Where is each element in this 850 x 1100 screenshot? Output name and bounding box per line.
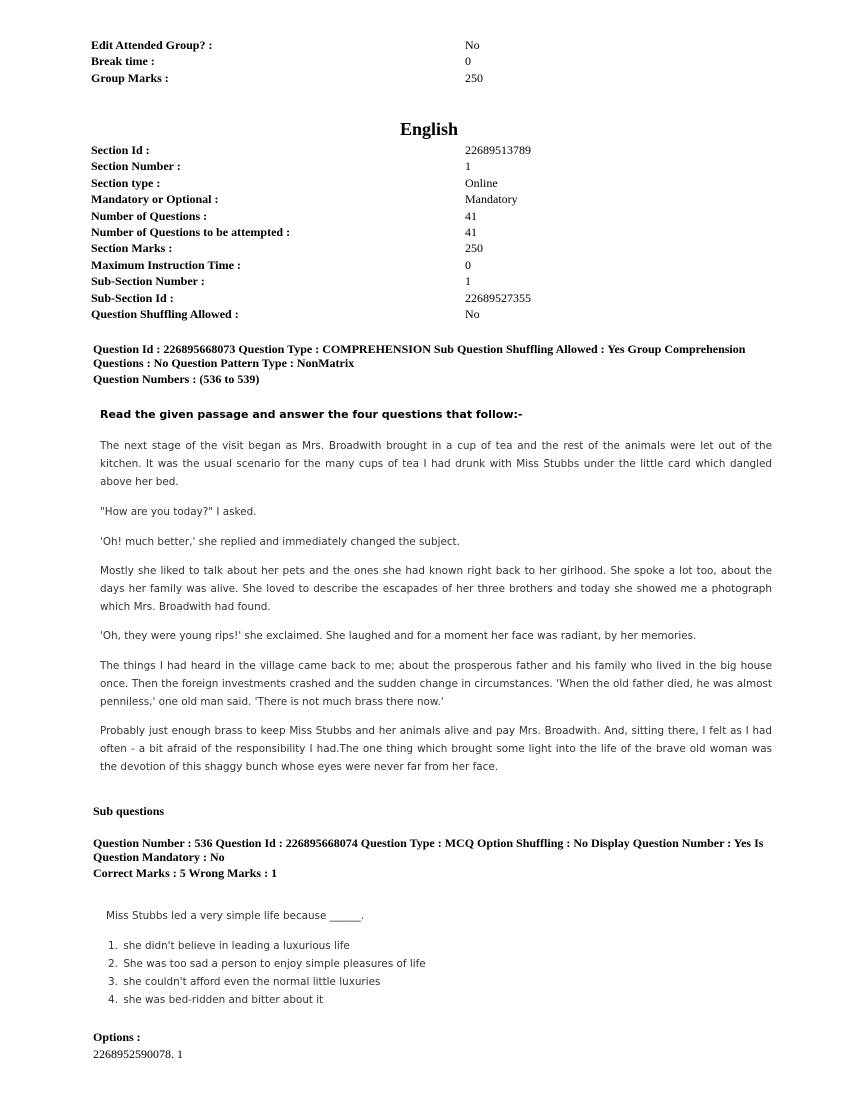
field-value: 22689527355 xyxy=(465,290,531,305)
field-value: 22689513789 xyxy=(465,143,531,157)
question-option xyxy=(108,991,426,1009)
section-row xyxy=(91,208,791,224)
option-text: she didn't believe in leading a luxurious life xyxy=(123,940,350,952)
field-value: No xyxy=(465,38,480,52)
question-meta: Question Number : 536 Question Id : 226895668074 Question Type : MCQ Option Shuffling : No Display Question Number : Yes Is Question Mandatory : No xyxy=(93,836,764,864)
field-value: No xyxy=(465,306,480,321)
group-row xyxy=(91,37,791,53)
field-value: 250 xyxy=(465,70,483,85)
field-label: Group Marks : xyxy=(91,70,169,85)
group-row xyxy=(91,70,791,86)
question-text: Miss Stubbs led a very simple life because ______. xyxy=(106,910,365,922)
field-value: 41 xyxy=(465,208,477,223)
passage-paragraph: Probably just enough brass to keep Miss Stubbs and her animals alive and pay Mrs. Broadwith. And, sitting there, I felt as I had often - a bit afraid of the responsibility I had.The one thing which brought some light into the life of the brave old woman was the devotion of this shaggy bunch whose eyes were never far from her face. xyxy=(100,725,772,773)
option-text: she couldn't afford even the normal little luxuries xyxy=(123,976,381,988)
field-value: 1 xyxy=(465,274,471,289)
question-marks: Correct Marks : 5 Wrong Marks : 1 xyxy=(93,866,278,880)
field-value: Mandatory xyxy=(465,192,518,207)
question-option xyxy=(108,955,426,973)
question-option xyxy=(108,937,426,955)
field-value: 0 xyxy=(465,257,471,272)
field-value: 250 xyxy=(465,241,483,256)
field-label: Section Id : xyxy=(91,143,150,157)
section-row xyxy=(91,191,791,207)
option-text: she was bed-ridden and bitter about it xyxy=(123,994,324,1006)
options-label: Options : xyxy=(93,1030,141,1044)
option-id: 2268952590078. 1 xyxy=(93,1047,183,1061)
passage-paragraph: 'Oh! much better,' she replied and immediately changed the subject. xyxy=(100,536,460,548)
question-numbers: Question Numbers : (536 to 539) xyxy=(93,372,260,386)
section-row xyxy=(91,175,791,191)
passage-paragraph: Mostly she liked to talk about her pets and the ones she had known right back to her girlhood. She spoke a lot too, about the days her family was alive. She loved to describe the escapades of her three brothers and today she showed me a photograph which Mrs. Broadwith had found. xyxy=(100,565,772,613)
option-number: 4. xyxy=(108,994,118,1006)
question-option xyxy=(108,973,426,991)
passage-paragraph: 'Oh, they were young rips!' she exclaimed. She laughed and for a moment her face was radiant, by her memories. xyxy=(100,630,697,642)
field-label: Question Shuffling Allowed : xyxy=(91,306,239,321)
field-label: Break time : xyxy=(91,54,155,69)
field-value: Online xyxy=(465,175,498,190)
sub-questions-heading: Sub questions xyxy=(93,804,165,818)
group-row xyxy=(91,53,791,69)
field-value: 1 xyxy=(465,159,471,174)
section-title: English xyxy=(399,119,459,139)
field-label: Number of Questions to be attempted : xyxy=(91,224,291,239)
section-info xyxy=(91,142,791,322)
field-label: Sub-Section Number : xyxy=(91,274,205,289)
section-row xyxy=(91,290,791,306)
group-info xyxy=(91,37,791,86)
field-label: Mandatory or Optional : xyxy=(91,192,219,207)
passage-paragraph: "How are you today?" I asked. xyxy=(100,506,257,518)
field-label: Number of Questions : xyxy=(91,208,208,223)
passage-paragraph: The next stage of the visit began as Mrs. Broadwith brought in a cup of tea and the rest of the animals were let out of the kitchen. It was the usual scenario for the many cups of tea I had drunk with Miss Stubbs under the little card which dangled above her bed. xyxy=(100,440,772,488)
question-option-list xyxy=(108,937,426,1009)
field-label: Edit Attended Group? : xyxy=(91,38,213,52)
field-value: 0 xyxy=(465,54,471,69)
passage-paragraph: The things I had heard in the village came back to me; about the prosperous father and his family who lived in the big house once. Then the foreign investments crashed and the sudden change in circumstances. 'When the old father died, he was almost penniless,' one old man said. 'There is not much brass there now.' xyxy=(100,660,772,708)
option-number: 2. xyxy=(108,958,118,970)
field-label: Maximum Instruction Time : xyxy=(91,257,241,272)
section-row xyxy=(91,273,791,289)
section-row xyxy=(91,240,791,256)
field-value: 41 xyxy=(465,224,477,239)
option-text: She was too sad a person to enjoy simple pleasures of life xyxy=(123,958,426,970)
section-row xyxy=(91,306,791,322)
passage-heading: Read the given passage and answer the four questions that follow:- xyxy=(100,408,523,421)
option-number: 3. xyxy=(108,976,118,988)
field-label: Section Number : xyxy=(91,159,181,174)
option-number: 1. xyxy=(108,940,118,952)
field-label: Section Marks : xyxy=(91,241,173,256)
section-row xyxy=(91,257,791,273)
comprehension-meta: Question Id : 226895668073 Question Type : COMPREHENSION Sub Question Shuffling Allowed : Yes Group Comprehension Questions : No Question Pattern Type : NonMatrix xyxy=(93,342,746,370)
section-row xyxy=(91,142,791,158)
section-row xyxy=(91,158,791,174)
field-label: Section type : xyxy=(91,175,161,190)
field-label: Sub-Section Id : xyxy=(91,290,174,305)
section-row xyxy=(91,224,791,240)
